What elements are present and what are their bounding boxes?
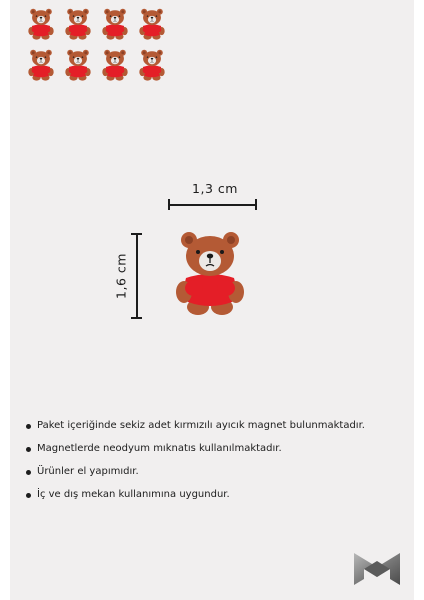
- feature-list: [26, 420, 411, 500]
- mini-bear-thumbnail: [63, 49, 93, 81]
- mini-bear-thumbnail: [137, 8, 167, 40]
- width-dimension-label: 1,3 cm: [192, 181, 238, 196]
- mini-bear-thumbnail: [137, 49, 167, 81]
- feature-item: [26, 420, 411, 431]
- bullet-dot-icon: [26, 424, 31, 429]
- mini-bear-thumbnail: [63, 8, 93, 40]
- mini-bear-thumbnail: [26, 8, 56, 40]
- height-dimension-label: 1,6 cm: [113, 253, 129, 299]
- feature-text: Ürünler el yapımıdır.: [37, 466, 139, 477]
- bullet-dot-icon: [26, 470, 31, 475]
- mini-bear-thumbnail: [100, 49, 130, 81]
- main-bear-image: [172, 227, 248, 319]
- feature-text: Magnetlerde neodyum mıknatıs kullanılmaktadır.: [37, 443, 282, 454]
- feature-text: İç ve dış mekan kullanımına uygundur.: [37, 489, 230, 500]
- mini-bear-thumbnail: [100, 8, 130, 40]
- bullet-dot-icon: [26, 447, 31, 452]
- feature-item: [26, 443, 411, 454]
- thumbnail-grid: [26, 8, 167, 81]
- bullet-dot-icon: [26, 493, 31, 498]
- mini-bear-thumbnail: [26, 49, 56, 81]
- feature-item: [26, 489, 411, 500]
- feature-item: [26, 466, 411, 477]
- width-dimension-line: [168, 198, 257, 212]
- feature-text: Paket içeriğinde sekiz adet kırmızılı ayıcık magnet bulunmaktadır.: [37, 420, 365, 431]
- height-dimension-line: [130, 233, 144, 319]
- brand-logo-icon: [352, 549, 402, 589]
